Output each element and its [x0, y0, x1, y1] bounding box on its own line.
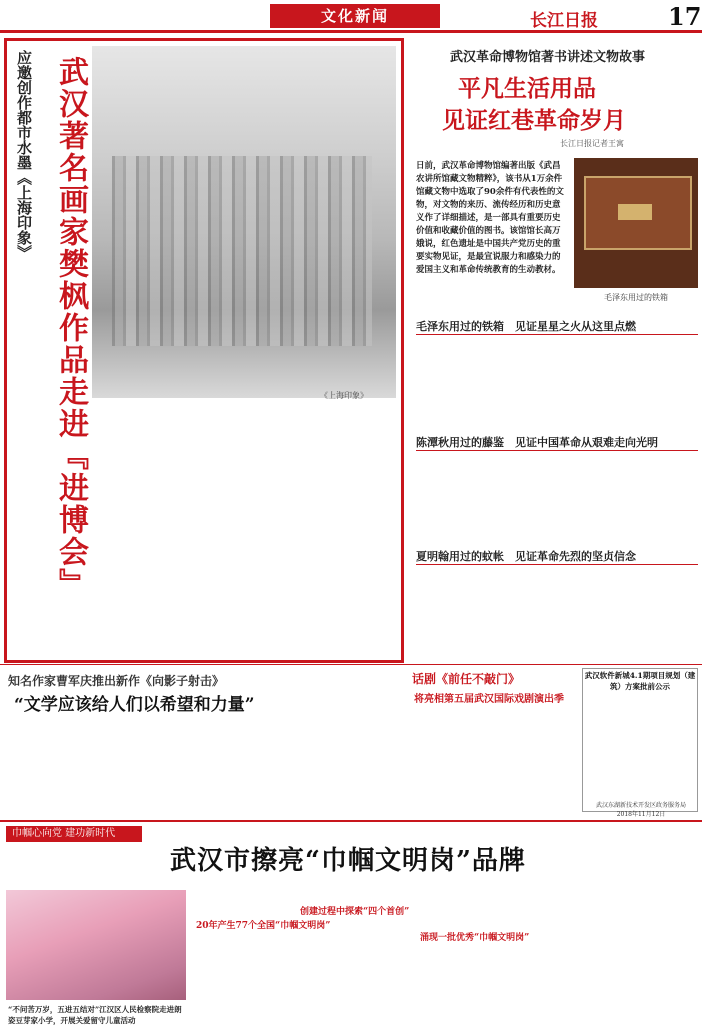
women-photo-caption: “不问苦万岁，五进五结对”江汉区人民检察院走进朗姿豆芽家小学，开展关爱留守儿童活动	[8, 1005, 182, 1025]
women-subhead-1: 20年产生77个全国“巾帼文明岗”	[196, 921, 331, 931]
women-body-3	[420, 944, 580, 1018]
museum-byline: 长江日报记者王寓	[560, 139, 624, 148]
women-photo	[6, 890, 186, 1000]
drama-title: 将亮相第五届武汉国际戏剧演出季	[414, 694, 564, 705]
drama-kicker: 话剧《前任不敲门》	[412, 672, 521, 686]
feature-kicker: 应邀创作都市水墨《上海印象》	[15, 50, 33, 260]
museum-subhead-1: 毛泽东用过的铁箱 见证星星之火从这里点燃	[416, 318, 698, 335]
museum-body-3	[416, 566, 698, 660]
bottom-divider	[0, 820, 702, 822]
women-title: 武汉市擦亮“巾帼文明岗”品牌	[170, 846, 526, 876]
legal-notice-body	[586, 690, 696, 800]
section-title: 文化新闻	[270, 4, 440, 28]
museum-title-1: 平凡生活用品	[458, 75, 596, 102]
iron-box-image	[574, 158, 698, 288]
museum-lead: 日前，武汉革命博物馆编著出版《武昌农讲所馆藏文物精粹》，该书从1万余件馆藏文物中选取了90余件有代表性的文物，对文物的来历、流传经历和历史意义作了详细描述，是一部具有重要历史价值和收藏价值的图书。该馆馆长高万娥说，红色遗址是中国共产党历史的重要实物见证，是最宣说服力和感染力的爱国主义和革命传统教育的生动教材。	[416, 161, 564, 275]
women-tag: 巾帼心向党 建功新时代	[6, 826, 142, 842]
women-subhead-2: 创建过程中探索“四个首创”	[300, 907, 410, 917]
museum-kicker: 武汉革命博物馆著书讲述文物故事	[450, 50, 646, 65]
interview-kicker: 知名作家曹军庆推出新作《向影子射击》	[8, 674, 225, 688]
museum-subhead-2: 陈潭秋用过的藤鉴 见证中国革命从艰难走向光明	[416, 434, 698, 451]
masthead: 长江日报	[530, 11, 598, 31]
drama-body	[414, 708, 576, 816]
interview-title: “文学应该给人们以希望和力量”	[14, 695, 255, 715]
museum-subhead-3: 夏明翰用过的蚊帐 见证革命先烈的坚贞信念	[416, 548, 698, 565]
divider	[0, 664, 702, 665]
feature-title: 武汉著名画家樊枫作品走进『进博会』	[53, 56, 88, 600]
iron-box-caption: 毛泽东用过的铁箱	[604, 293, 668, 302]
page-number: 17	[668, 2, 702, 31]
museum-title-2: 见证红巷革命岁月	[442, 107, 626, 134]
painting-caption: 《上海印象》	[320, 391, 368, 400]
women-body-1b	[196, 932, 292, 1018]
museum-body-2	[416, 452, 698, 544]
legal-notice-footer: 武汉东湖新技术开发区政务服务局 2018年11月12日	[595, 802, 693, 818]
women-body-1a	[196, 878, 292, 916]
women-body-2	[300, 918, 412, 1018]
interview-body	[8, 716, 408, 816]
museum-body-1	[416, 336, 698, 430]
feature-body	[12, 406, 398, 656]
legal-notice-heading: 武汉软件新城4.1期项目规划（建筑）方案批前公示	[584, 671, 696, 691]
women-subhead-3: 涌现一批优秀“巾帼文明岗”	[420, 933, 530, 943]
painting-image	[92, 46, 396, 398]
